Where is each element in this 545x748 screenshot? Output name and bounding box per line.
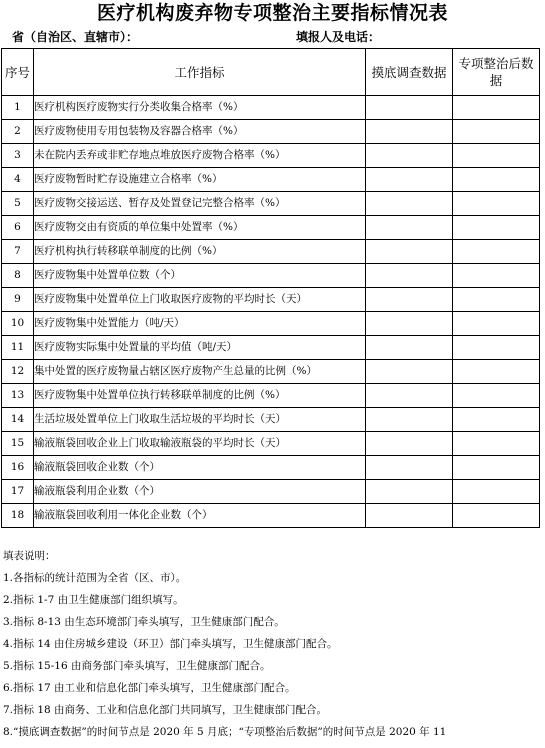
after-input-cell[interactable] xyxy=(453,216,540,240)
row-number: 18 xyxy=(2,504,34,528)
note-line: 5.指标 15-16 由商务部门牵头填写，卫生健康部门配合。 xyxy=(3,660,271,672)
after-input-cell[interactable] xyxy=(453,360,540,384)
table-row xyxy=(2,120,540,144)
table-header-row xyxy=(2,49,540,96)
baseline-input-cell[interactable] xyxy=(366,144,453,168)
table-row xyxy=(2,288,540,312)
table-row xyxy=(2,168,540,192)
table-row xyxy=(2,456,540,480)
after-input-cell[interactable] xyxy=(453,384,540,408)
row-indicator: 医疗废物交由有资质的单位集中处置率（%） xyxy=(34,216,366,240)
baseline-input-cell[interactable] xyxy=(366,312,453,336)
col-header-after: 专项整治后数据 xyxy=(453,49,540,96)
row-number: 5 xyxy=(2,192,34,216)
row-number: 9 xyxy=(2,288,34,312)
row-indicator: 输液瓶袋回收企业数（个） xyxy=(34,456,366,480)
after-input-cell[interactable] xyxy=(453,168,540,192)
note-line: 6.指标 17 由工业和信息化部门牵头填写，卫生健康部门配合。 xyxy=(3,682,296,694)
row-number: 6 xyxy=(2,216,34,240)
after-input-cell[interactable] xyxy=(453,480,540,504)
baseline-input-cell[interactable] xyxy=(366,504,453,528)
baseline-input-cell[interactable] xyxy=(366,432,453,456)
table-row xyxy=(2,384,540,408)
note-line: 7.指标 18 由商务、工业和信息化部门共同填写，卫生健康部门配合。 xyxy=(3,704,328,716)
table-row xyxy=(2,144,540,168)
indicator-table xyxy=(1,48,540,528)
row-number: 10 xyxy=(2,312,34,336)
table-body xyxy=(2,96,540,528)
table-row xyxy=(2,408,540,432)
table-row xyxy=(2,312,540,336)
table-row xyxy=(2,96,540,120)
note-line: 3.指标 8-13 由生态环境部门牵头填写，卫生健康部门配合。 xyxy=(3,616,285,628)
baseline-input-cell[interactable] xyxy=(366,288,453,312)
baseline-input-cell[interactable] xyxy=(366,216,453,240)
row-indicator: 集中处置的医疗废物量占辖区医疗废物产生总量的比例（%） xyxy=(34,360,366,384)
province-label: 省（自治区、直辖市）： xyxy=(12,30,139,44)
note-line: 8.“摸底调查数据”的时间节点是 2020 年 5 月底；“专项整治后数据”的时间节点是 2020 年 11 xyxy=(3,726,447,738)
after-input-cell[interactable] xyxy=(453,120,540,144)
row-number: 13 xyxy=(2,384,34,408)
after-input-cell[interactable] xyxy=(453,192,540,216)
baseline-input-cell[interactable] xyxy=(366,264,453,288)
row-indicator: 医疗废物集中处置单位数（个） xyxy=(34,264,366,288)
baseline-input-cell[interactable] xyxy=(366,480,453,504)
row-indicator: 医疗废物使用专用包装物及容器合格率（%） xyxy=(34,120,366,144)
after-input-cell[interactable] xyxy=(453,288,540,312)
col-header-baseline: 摸底调查数据 xyxy=(366,49,453,96)
after-input-cell[interactable] xyxy=(453,456,540,480)
baseline-input-cell[interactable] xyxy=(366,408,453,432)
baseline-input-cell[interactable] xyxy=(366,120,453,144)
note-line: 2.指标 1-7 由卫生健康部门组织填写。 xyxy=(3,594,184,606)
after-input-cell[interactable] xyxy=(453,432,540,456)
row-indicator: 医疗废物集中处置单位执行转移联单制度的比例（%） xyxy=(34,384,366,408)
note-line: 1.各指标的统计范围为全省（区、市）。 xyxy=(3,572,187,584)
after-input-cell[interactable] xyxy=(453,336,540,360)
row-indicator: 输液瓶袋利用企业数（个） xyxy=(34,480,366,504)
row-number: 14 xyxy=(2,408,34,432)
row-number: 2 xyxy=(2,120,34,144)
note-line: 4.指标 14 由住房城乡建设（环卫）部门牵头填写，卫生健康部门配合。 xyxy=(3,638,338,650)
row-number: 8 xyxy=(2,264,34,288)
table-row xyxy=(2,192,540,216)
after-input-cell[interactable] xyxy=(453,144,540,168)
row-indicator: 医疗机构执行转移联单制度的比例（%） xyxy=(34,240,366,264)
row-indicator: 未在院内丢弃或非贮存地点堆放医疗废物合格率（%） xyxy=(34,144,366,168)
table-row xyxy=(2,216,540,240)
baseline-input-cell[interactable] xyxy=(366,192,453,216)
table-row xyxy=(2,336,540,360)
baseline-input-cell[interactable] xyxy=(366,336,453,360)
row-number: 11 xyxy=(2,336,34,360)
row-number: 12 xyxy=(2,360,34,384)
row-indicator: 输液瓶袋回收利用一体化企业数（个） xyxy=(34,504,366,528)
row-indicator: 医疗废物集中处置单位上门收取医疗废物的平均时长（天） xyxy=(34,288,366,312)
row-number: 3 xyxy=(2,144,34,168)
table-row xyxy=(2,360,540,384)
table-row xyxy=(2,480,540,504)
after-input-cell[interactable] xyxy=(453,312,540,336)
row-number: 16 xyxy=(2,456,34,480)
row-indicator: 输液瓶袋回收企业上门收取输液瓶袋的平均时长（天） xyxy=(34,432,366,456)
row-number: 15 xyxy=(2,432,34,456)
after-input-cell[interactable] xyxy=(453,264,540,288)
after-input-cell[interactable] xyxy=(453,408,540,432)
baseline-input-cell[interactable] xyxy=(366,240,453,264)
row-indicator: 医疗废物集中处置能力（吨/天） xyxy=(34,312,366,336)
notes-heading: 填表说明： xyxy=(3,550,56,562)
table-row xyxy=(2,240,540,264)
table-row xyxy=(2,432,540,456)
table-row xyxy=(2,504,540,528)
col-header-indicator: 工作指标 xyxy=(34,49,366,96)
row-number: 7 xyxy=(2,240,34,264)
after-input-cell[interactable] xyxy=(453,504,540,528)
page-title: 医疗机构废弃物专项整治主要指标情况表 xyxy=(96,2,448,24)
row-indicator: 医疗机构医疗废物实行分类收集合格率（%） xyxy=(34,96,366,120)
row-number: 4 xyxy=(2,168,34,192)
table-row xyxy=(2,264,540,288)
row-indicator: 医疗废物交接运送、暂存及处置登记完整合格率（%） xyxy=(34,192,366,216)
baseline-input-cell[interactable] xyxy=(366,456,453,480)
baseline-input-cell[interactable] xyxy=(366,360,453,384)
row-indicator: 医疗废物实际集中处置量的平均值（吨/天） xyxy=(34,336,366,360)
after-input-cell[interactable] xyxy=(453,96,540,120)
col-header-no: 序号 xyxy=(2,49,34,96)
baseline-input-cell[interactable] xyxy=(366,384,453,408)
baseline-input-cell[interactable] xyxy=(366,168,453,192)
after-input-cell[interactable] xyxy=(453,240,540,264)
row-number: 17 xyxy=(2,480,34,504)
row-indicator: 生活垃圾处置单位上门收取生活垃圾的平均时长（天） xyxy=(34,408,366,432)
row-number: 1 xyxy=(2,96,34,120)
reporter-label: 填报人及电话： xyxy=(296,30,381,44)
fill-instructions xyxy=(1,545,539,743)
row-indicator: 医疗废物暂时贮存设施建立合格率（%） xyxy=(34,168,366,192)
baseline-input-cell[interactable] xyxy=(366,96,453,120)
